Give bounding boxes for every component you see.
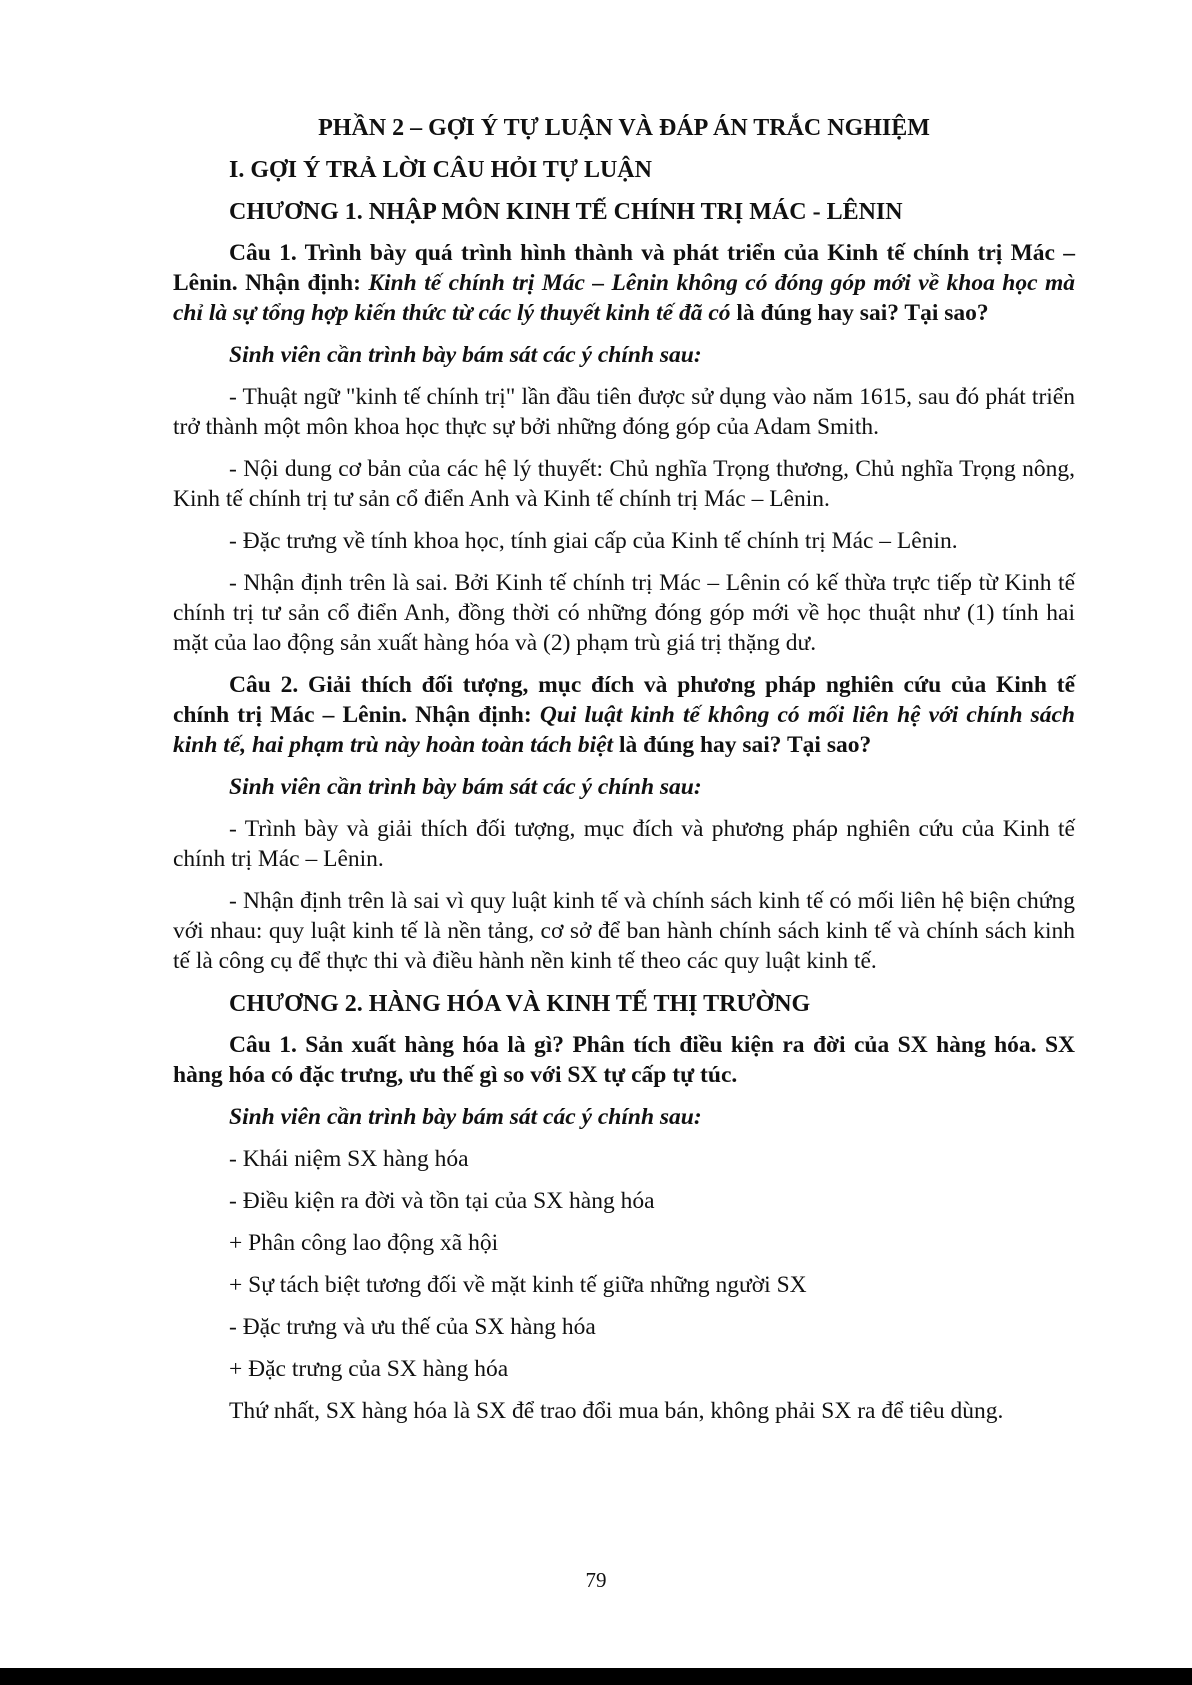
answer-point: - Điều kiện ra đời và tồn tại của SX hàng hóa bbox=[229, 1188, 655, 1214]
page-title: PHẦN 2 – GỢI Ý TỰ LUẬN VÀ ĐÁP ÁN TRẮC NGHIỆM bbox=[318, 115, 930, 141]
question-tail: là đúng hay sai? Tại sao? bbox=[613, 732, 872, 758]
answer-guidance: Sinh viên cần trình bày bám sát các ý chính sau: bbox=[229, 774, 702, 800]
answer-point: - Đặc trưng về tính khoa học, tính giai cấp của Kinh tế chính trị Mác – Lênin. bbox=[229, 528, 958, 554]
question-tail: là đúng hay sai? Tại sao? bbox=[730, 300, 989, 326]
answer-point: - Trình bày và giải thích đối tượng, mục đích và phương pháp nghiên cứu của Kinh tế chính trị Mác – Lênin. bbox=[173, 816, 1075, 872]
answer-point: - Đặc trưng và ưu thế của SX hàng hóa bbox=[229, 1314, 596, 1340]
chapter-1-question-2 bbox=[173, 670, 1075, 760]
answer-guidance: Sinh viên cần trình bày bám sát các ý chính sau: bbox=[229, 342, 702, 368]
chapter-2-question-1: Câu 1. Sản xuất hàng hóa là gì? Phân tích điều kiện ra đời của SX hàng hóa. SX hàng hóa có đặc trưng, ưu thế gì so với SX tự cấp tự túc. bbox=[173, 1032, 1075, 1088]
chapter-2-heading: CHƯƠNG 2. HÀNG HÓA VÀ KINH TẾ THỊ TRƯỜNG bbox=[229, 991, 811, 1017]
document-page bbox=[173, 112, 1075, 1438]
question-statement: Qui luật kinh tế không có mối liên hệ với chính sách kinh tế, hai phạm trù này hoàn toàn tách biệt bbox=[173, 702, 1075, 758]
question-statement: Kinh tế chính trị Mác – Lênin không có đóng góp mới về khoa học mà chỉ là sự tổng hợp kiến thức từ các lý thuyết kinh tế đã có bbox=[173, 270, 1075, 326]
bottom-border bbox=[0, 1668, 1192, 1685]
answer-point: - Nội dung cơ bản của các hệ lý thuyết: Chủ nghĩa Trọng thương, Chủ nghĩa Trọng nông, Kinh tế chính trị tư sản cổ điển Anh và Kinh tế chính trị Mác – Lênin. bbox=[173, 456, 1075, 512]
answer-point: + Sự tách biệt tương đối về mặt kinh tế giữa những người SX bbox=[229, 1272, 807, 1298]
question-lead: Câu 1. Trình bày quá trình hình thành và phát triển của Kinh tế chính trị Mác – Lênin. Nhận định: bbox=[173, 240, 1075, 296]
answer-point: - Thuật ngữ "kinh tế chính trị" lần đầu tiên được sử dụng vào năm 1615, sau đó phát triển trở thành một môn khoa học thực sự bởi những đóng góp của Adam Smith. bbox=[173, 384, 1075, 440]
answer-point: - Nhận định trên là sai vì quy luật kinh tế và chính sách kinh tế có mối liên hệ biện chứng với nhau: quy luật kinh tế là nền tảng, cơ sở để ban hành chính sách kinh tế và chính sách kinh tế là công cụ để thực thi và điều hành nền kinh tế theo các quy luật kinh tế. bbox=[173, 888, 1075, 974]
chapter-1-question-1 bbox=[173, 238, 1075, 328]
answer-point: - Nhận định trên là sai. Bởi Kinh tế chính trị Mác – Lênin có kế thừa trực tiếp từ Kinh tế chính trị tư sản cổ điển Anh, đồng thời có những đóng góp mới về học thuật như (1) tính hai mặt của lao động sản xuất hàng hóa và (2) phạm trù giá trị thặng dư. bbox=[173, 570, 1075, 656]
section-heading: I. GỢI Ý TRẢ LỜI CÂU HỎI TỰ LUẬN bbox=[229, 157, 652, 183]
answer-point: Thứ nhất, SX hàng hóa là SX để trao đổi mua bán, không phải SX ra để tiêu dùng. bbox=[229, 1398, 1004, 1424]
question-lead: Câu 2. Giải thích đối tượng, mục đích và phương pháp nghiên cứu của Kinh tế chính trị Mác – Lênin. Nhận định: bbox=[173, 672, 1075, 728]
page-number: 79 bbox=[585, 1568, 607, 1592]
answer-point: + Đặc trưng của SX hàng hóa bbox=[229, 1356, 509, 1382]
chapter-1-heading: CHƯƠNG 1. NHẬP MÔN KINH TẾ CHÍNH TRỊ MÁC - LÊNIN bbox=[229, 199, 903, 225]
answer-point: + Phân công lao động xã hội bbox=[229, 1230, 499, 1256]
answer-guidance: Sinh viên cần trình bày bám sát các ý chính sau: bbox=[229, 1104, 702, 1130]
answer-point: - Khái niệm SX hàng hóa bbox=[229, 1146, 469, 1172]
